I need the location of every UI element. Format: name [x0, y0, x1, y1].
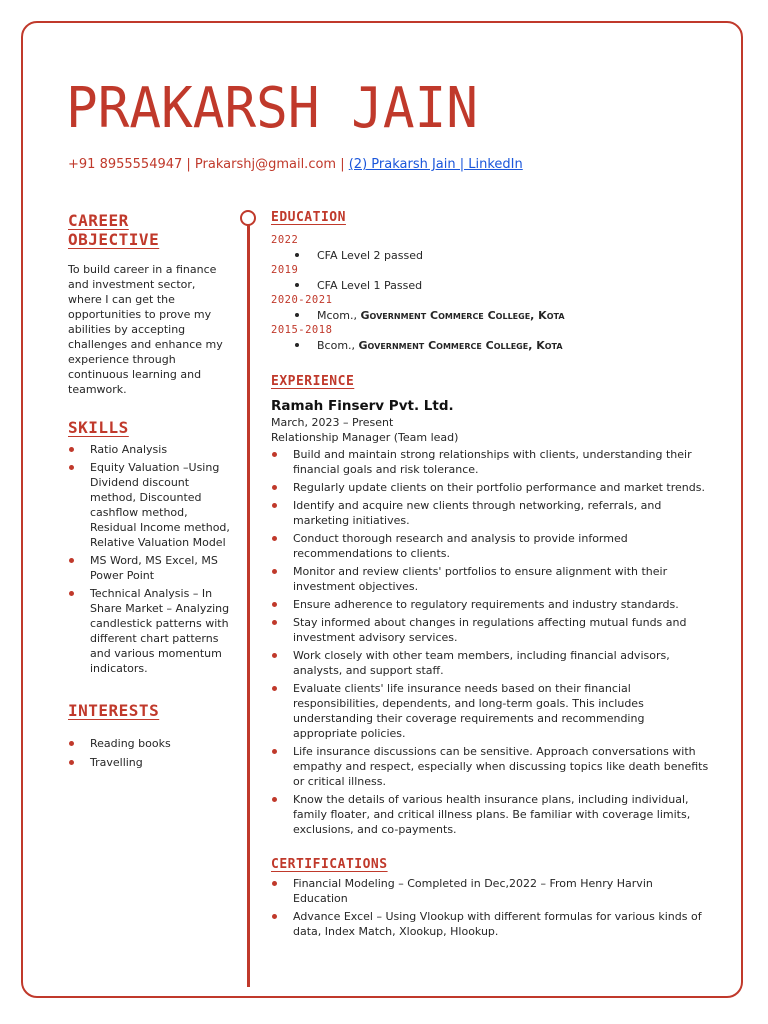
interests-title: INTERESTS	[68, 701, 160, 720]
education-text: CFA Level 2 passed	[271, 248, 711, 263]
institution-name: Government Commerce College, Kota	[360, 309, 565, 322]
career-objective-title: CAREER OBJECTIVE	[68, 211, 160, 249]
education-year: 2019	[271, 264, 299, 276]
candidate-name: PRAKARSH JAIN	[66, 76, 478, 141]
career-objective-text: To build career in a finance and investment sector, where I can get the opportunities to prove my abilities by accepting challenges and enhance my experience through continuous learning and teamwork.	[68, 263, 223, 396]
experience-title: EXPERIENCE	[271, 374, 355, 389]
interest-item: Reading books	[68, 736, 230, 751]
interests-list	[68, 736, 230, 770]
education-list	[271, 233, 711, 353]
contact-line	[68, 157, 523, 172]
interest-item: Travelling	[68, 755, 230, 770]
education-text: CFA Level 1 Passed	[271, 278, 711, 293]
skill-item: Technical Analysis – In Share Market – Analyzing candlestick patterns with different chart patterns and various momentum indicators.	[68, 586, 230, 676]
experience-item: Life insurance discussions can be sensitive. Approach conversations with empathy and respect, especially when discussing topics like death benefits or critical illness.	[271, 744, 711, 789]
experience-item: Identify and acquire new clients through networking, referrals, and marketing initiatives.	[271, 498, 711, 528]
experience-item: Work closely with other team members, including financial advisors, analysts, and support staff.	[271, 648, 711, 678]
experience-item: Evaluate clients' life insurance needs based on their financial responsibilities, dependents, and long-term goals. This includes understanding their coverage requirements and recommending appropriate policies.	[271, 681, 711, 741]
experience-item: Conduct thorough research and analysis to provide informed recommendations to clients.	[271, 531, 711, 561]
skill-item: MS Word, MS Excel, MS Power Point	[68, 553, 230, 583]
skill-item: Ratio Analysis	[68, 442, 230, 457]
timeline-dot	[240, 210, 256, 226]
education-year: 2020-2021	[271, 294, 333, 306]
education-entry	[271, 248, 711, 263]
certifications-title: CERTIFICATIONS	[271, 857, 388, 872]
experience-item: Build and maintain strong relationships with clients, understanding their financial goals and risk tolerance.	[271, 447, 711, 477]
education-title: EDUCATION	[271, 210, 346, 225]
education-year: 2015-2018	[271, 324, 333, 336]
experience-item: Ensure adherence to regulatory requirements and industry standards.	[271, 597, 711, 612]
experience-list	[271, 447, 711, 837]
experience-item: Know the details of various health insurance plans, including individual, family floater, and critical illness plans. Be familiar with coverage limits, exclusions, and co-payments.	[271, 792, 711, 837]
education-text: Bcom., Government Commerce College, Kota	[271, 338, 711, 353]
education-year: 2022	[271, 234, 299, 246]
experience-item: Regularly update clients on their portfolio performance and market trends.	[271, 480, 711, 495]
left-column	[68, 210, 230, 770]
employment-dates: March, 2023 – Present	[271, 416, 394, 429]
certification-item: Financial Modeling – Completed in Dec,2022 – From Henry Harvin Education	[271, 876, 711, 906]
timeline-divider	[247, 219, 250, 987]
skills-list	[68, 442, 230, 676]
contact-details: +91 8955554947 | Prakarshj@gmail.com |	[68, 157, 349, 172]
experience-item: Monitor and review clients' portfolios to ensure alignment with their investment objectives.	[271, 564, 711, 594]
education-entry	[271, 308, 711, 323]
company-name: Ramah Finserv Pvt. Ltd.	[271, 398, 454, 414]
linkedin-link[interactable]: (2) Prakarsh Jain | LinkedIn	[348, 157, 523, 172]
institution-name: Government Commerce College, Kota	[358, 339, 563, 352]
certification-item: Advance Excel – Using Vlookup with different formulas for various kinds of data, Index Match, Xlookup, Hlookup.	[271, 909, 711, 939]
experience-item: Stay informed about changes in regulations affecting mutual funds and investment advisory services.	[271, 615, 711, 645]
skill-item: Equity Valuation –Using Dividend discount method, Discounted cashflow method, Residual Income method, Relative Valuation Model	[68, 460, 230, 550]
job-role: Relationship Manager (Team lead)	[271, 431, 459, 444]
education-entry	[271, 338, 711, 353]
skills-title: SKILLS	[68, 418, 129, 437]
education-text: Mcom., Government Commerce College, Kota	[271, 308, 711, 323]
education-entry	[271, 278, 711, 293]
certifications-list	[271, 876, 711, 939]
right-column	[271, 210, 711, 939]
